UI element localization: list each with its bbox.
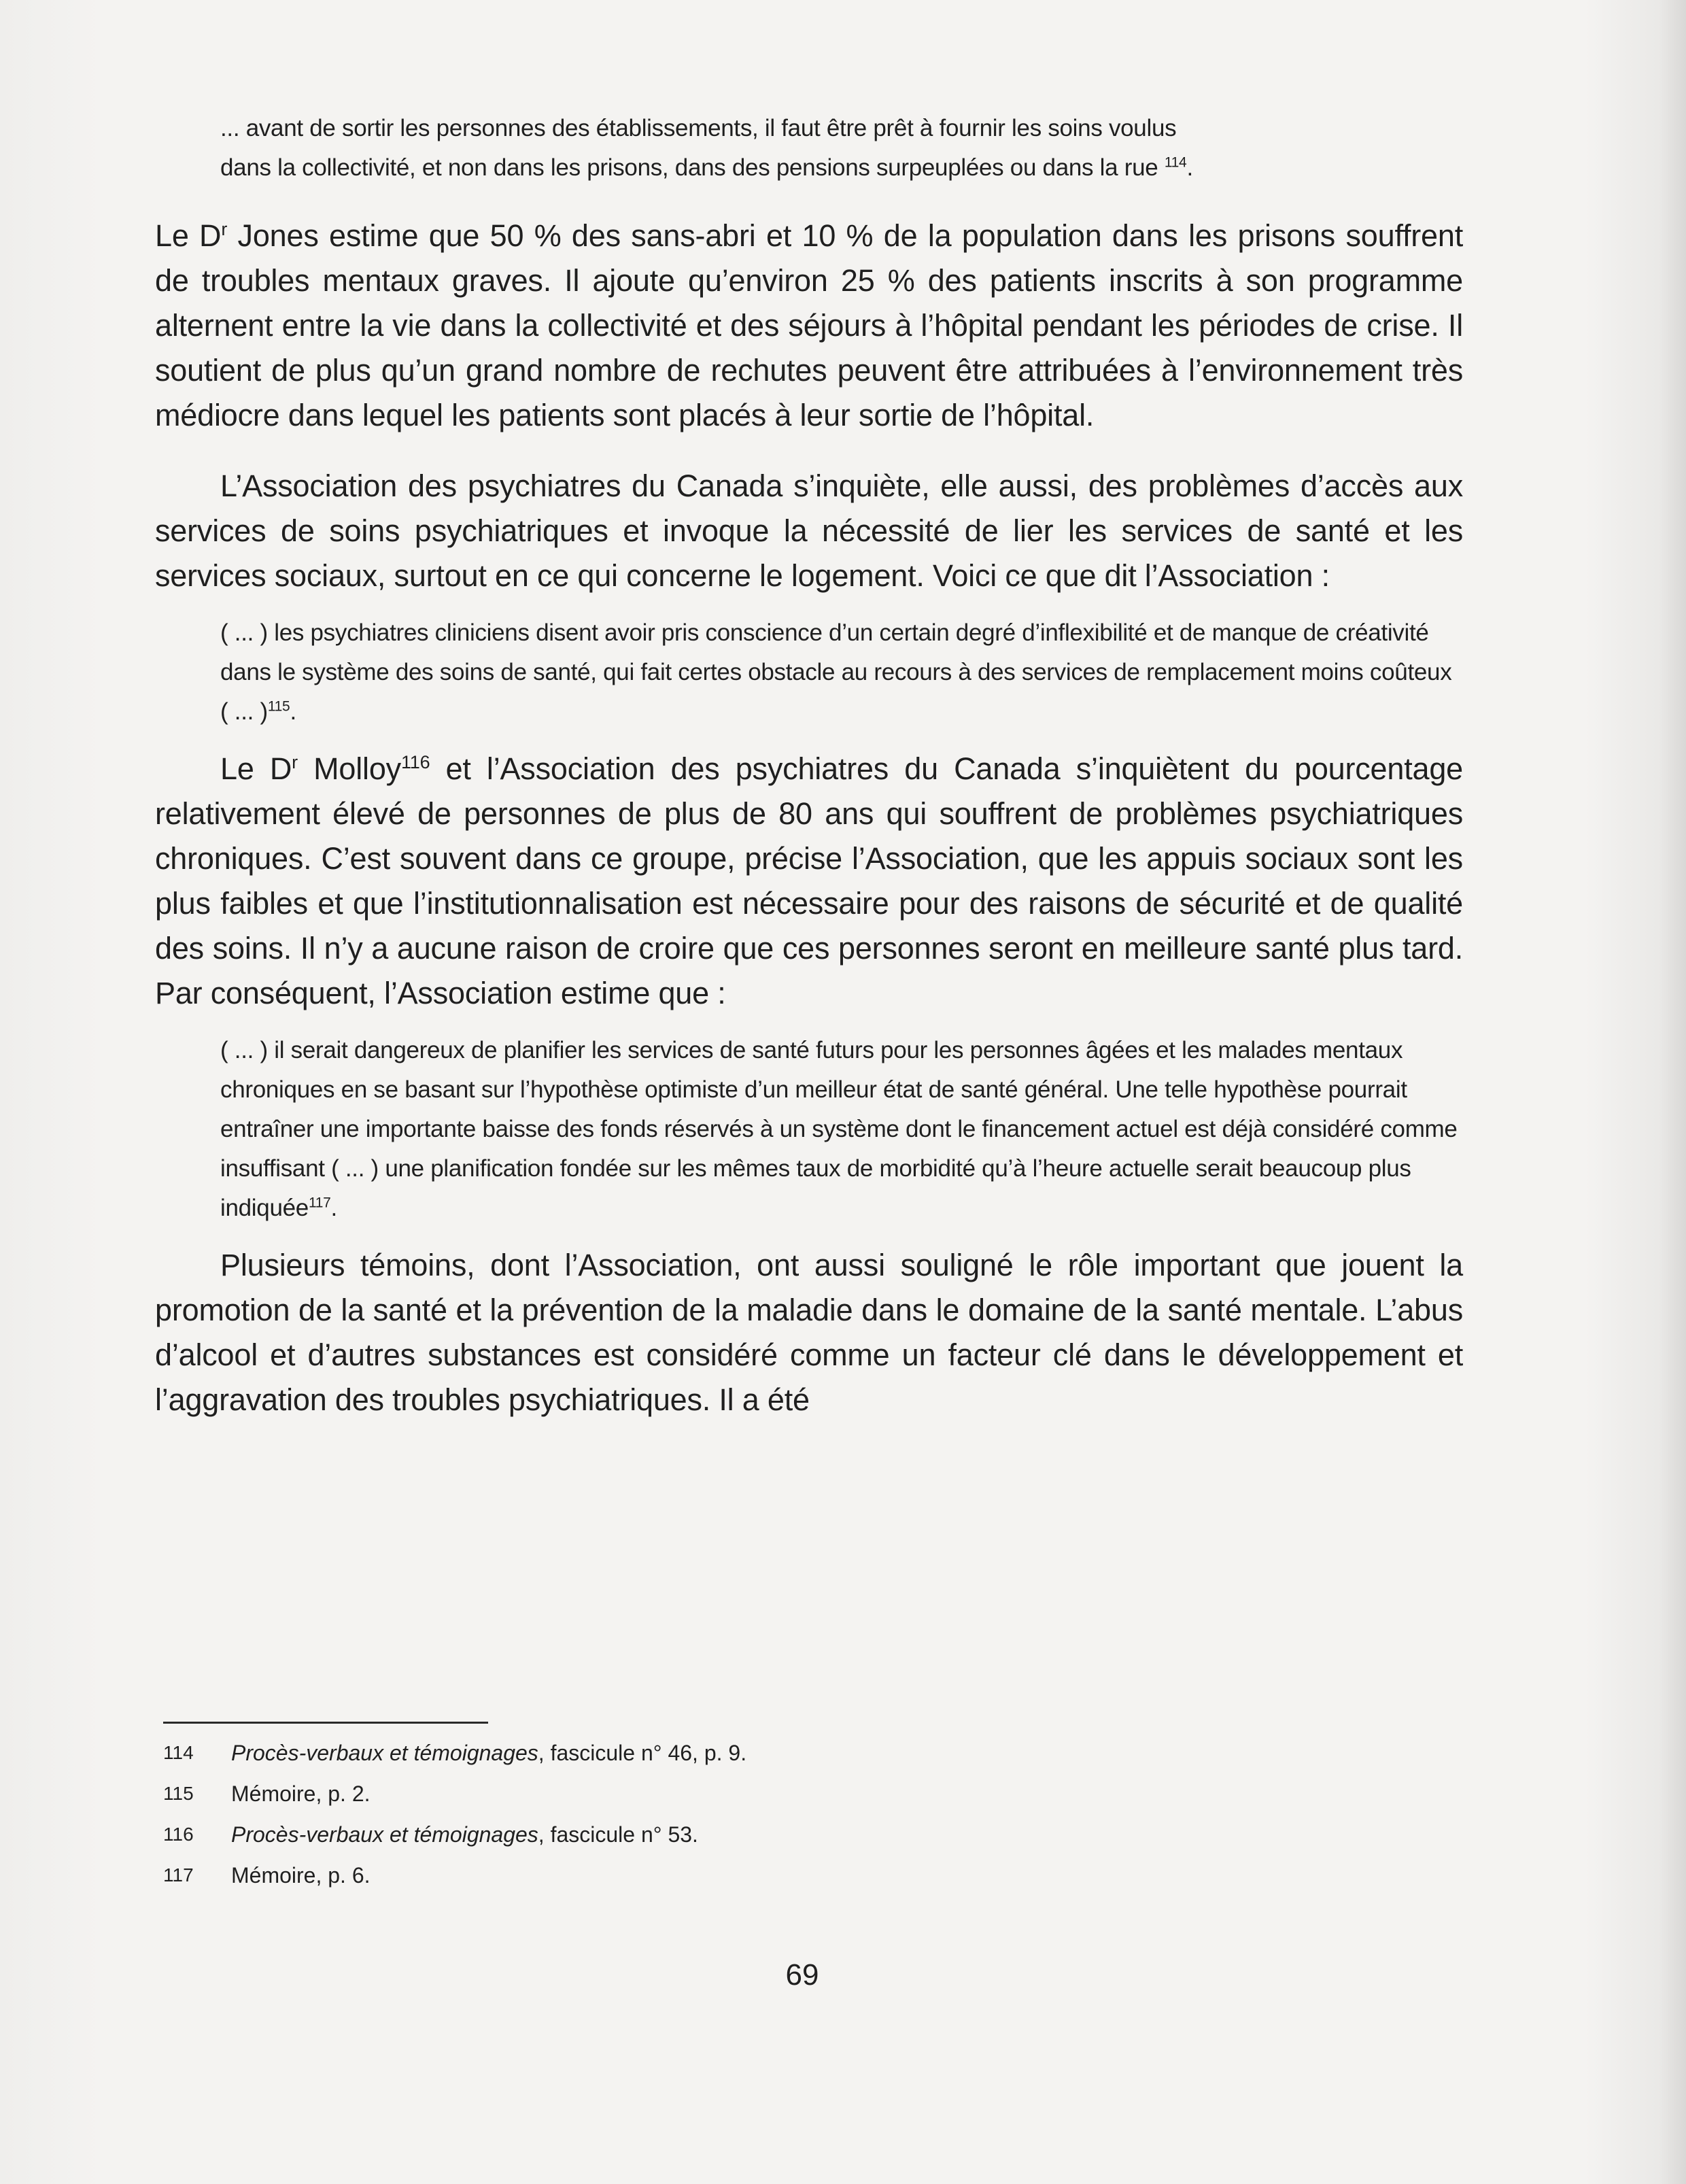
para-3-text-c: et l’Association des psychiatres du Canada s’inquiètent du pourcentage relativement élevé de personnes de plus de 80 ans qui souffrent de problèmes psychiatriques chroniques. C’est souvent dans ce groupe, précise l’Association, que les appuis sociaux sont les plus faibles et que l’institutionnalisation est nécessaire pour des raisons de sécurité et de qualité des soins. Il n’y a aucune raison de croire que ces personnes seront en meilleure santé plus tard. Par conséquent, l’Association estime que : — [155, 751, 1463, 1010]
doctor-abbrev-sup: r — [292, 752, 298, 772]
footnote-text — [231, 1863, 1455, 1888]
paragraph-4: Plusieurs témoins, dont l’Association, ont aussi souligné le rôle important que jouent la promotion de la santé et la prévention de la maladie dans le domaine de la santé mentale. L’abus d’alcool et d’autres substances est considéré comme un facteur clé dans le développement et l’aggravation des troubles psychiatriques. Il a été — [155, 1248, 1463, 1417]
footnotes — [163, 1733, 1455, 1896]
quote-2-text: ( ... ) les psychiatres cliniciens disent avoir pris conscience d’un certain degré d’inflexibilité et de manque de créativité dans le système des soins de santé, qui fait certes obstacle au recours à des services de remplacement moins coûteux ( ... ) — [220, 619, 1452, 725]
footnote-ref-117: 117 — [308, 1195, 331, 1211]
body-text — [155, 109, 1463, 1422]
page-number: 69 — [785, 1958, 819, 1992]
footnote-item — [163, 1773, 1455, 1814]
footnote-source-detail: Mémoire, p. 6. — [231, 1862, 371, 1888]
para-3-text-a: Le D — [220, 751, 292, 786]
footnote-source-title: Procès-verbaux et témoignages — [231, 1740, 538, 1765]
para-1-text-a: Le D — [155, 218, 222, 253]
footnote-number: 117 — [163, 1864, 194, 1886]
footnote-item — [163, 1814, 1455, 1855]
block-quote-3 — [220, 1031, 1463, 1228]
footnote-ref-116: 116 — [400, 752, 430, 772]
block-quote-1 — [220, 109, 1463, 188]
footnote-text — [231, 1781, 1455, 1807]
footnote-source-detail: Mémoire, p. 2. — [231, 1781, 371, 1806]
quote-1-line-1: ... avant de sortir les personnes des établissements, il faut être prêt à fournir les soins voulus — [220, 115, 1177, 141]
block-quote-2 — [220, 613, 1463, 732]
doctor-abbrev-sup: r — [221, 219, 228, 239]
footnote-number: 115 — [163, 1783, 194, 1804]
footnote-item — [163, 1733, 1455, 1773]
paragraph-2: L’Association des psychiatres du Canada s’inquiète, elle aussi, des problèmes d’accès aux services de soins psychiatriques et invoque la nécessité de lier les services de santé et les services sociaux, surtout en ce qui concerne le logement. Voici ce que dit l’Association : — [155, 468, 1463, 593]
footnote-source-detail: , fascicule n° 46, p. 9. — [538, 1740, 747, 1765]
footnote-text — [231, 1741, 1455, 1766]
para-3-text-b: Molloy — [297, 751, 401, 786]
quote-1-line-2: dans la collectivité, et non dans les prisons, dans des pensions surpeuplées ou dans la rue — [220, 154, 1158, 181]
footnote-source-title: Procès-verbaux et témoignages — [231, 1822, 538, 1847]
quote-2-end: . — [290, 698, 296, 725]
paragraph-1 — [155, 214, 1463, 438]
footnote-ref-114: 114 — [1164, 154, 1187, 171]
paragraph-3 — [155, 747, 1463, 1016]
page-edge-shadow — [1659, 0, 1686, 2184]
quote-3-end: . — [330, 1195, 337, 1221]
footnote-text — [231, 1822, 1455, 1847]
para-1-text-b: Jones estime que 50 % des sans-abri et 10 % de la population dans les prisons souffrent de troubles mentaux graves. Il ajoute qu’environ 25 % des patients inscrits à son programme alternent entre la vie dans la collectivité et des séjours à l’hôpital pendant les périodes de crise. Il soutient de plus qu’un grand nombre de rechutes peuvent être attribuées à l’environnement très médiocre dans lequel les patients sont placés à leur sortie de l’hôpital. — [155, 218, 1463, 432]
footnote-separator — [163, 1722, 488, 1724]
quote-1-end: . — [1186, 154, 1193, 181]
footnote-ref-115: 115 — [267, 698, 290, 715]
footnote-source-detail: , fascicule n° 53. — [538, 1822, 698, 1847]
footnote-number: 114 — [163, 1742, 194, 1763]
footnote-number: 116 — [163, 1824, 194, 1845]
footnote-item — [163, 1855, 1455, 1896]
quote-3-text: ( ... ) il serait dangereux de planifier les services de santé futurs pour les personnes âgées et les malades mentaux chroniques en se basant sur l’hypothèse optimiste d’un meilleur état de santé général. Une telle hypothèse pourrait entraîner une importante baisse des fonds réservés à un système dont le financement actuel est déjà considéré comme insuffisant ( ... ) une planification fondée sur les mêmes taux de morbidité qu’à l’heure actuelle serait beaucoup plus indiquée — [220, 1037, 1458, 1221]
